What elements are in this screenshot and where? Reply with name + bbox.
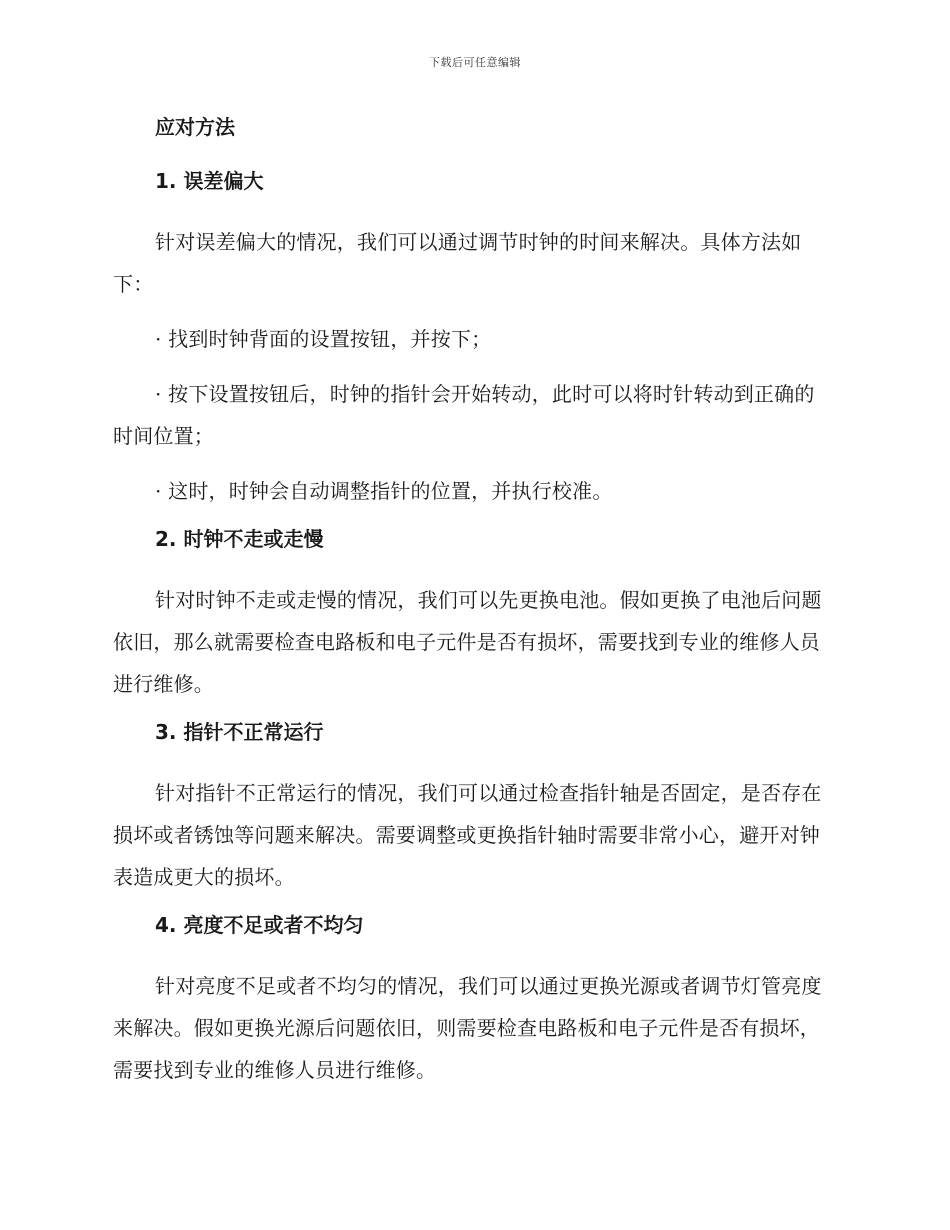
section-1-paragraph: 针对误差偏大的情况，我们可以通过调节时钟的时间来解决。具体方法如下：	[113, 230, 802, 296]
section-1-bullet-2: · 按下设置按钮后，时钟的指针会开始转动，此时可以将时针转动到正确的时间位置；	[113, 382, 815, 448]
section-heading-4: 4. 亮度不足或者不均匀	[155, 913, 364, 937]
section-1-bullet-1: · 找到时钟背面的设置按钮，并按下；	[155, 327, 492, 351]
section-heading-3: 3. 指针不正常运行	[155, 720, 324, 744]
section-3-paragraph: 针对指针不正常运行的情况，我们可以通过检查指针轴是否固定，是否存在损坏或者锈蚀等问题来解决。需要调整或更换指针轴时需要非常小心，避开对钟表造成更大的损坏。	[113, 781, 822, 889]
page-header: 下载后可任意编辑	[429, 56, 521, 69]
section-2-paragraph: 针对时钟不走或走慢的情况，我们可以先更换电池。假如更换了电池后问题依旧，那么就需要检查电路板和电子元件是否有损坏，需要找到专业的维修人员进行维修。	[113, 588, 822, 696]
section-4-paragraph: 针对亮度不足或者不均匀的情况，我们可以通过更换光源或者调节灯管亮度来解决。假如更换光源后问题依旧，则需要检查电路板和电子元件是否有损坏，需要找到专业的维修人员进行维修。	[113, 974, 822, 1082]
section-heading-2: 2. 时钟不走或走慢	[155, 527, 324, 551]
document-title: 应对方法	[155, 115, 235, 139]
document-body	[113, 113, 833, 1104]
section-1-bullet-3: · 这时，时钟会自动调整指针的位置，并执行校准。	[155, 479, 613, 503]
section-heading-1: 1. 误差偏大	[155, 169, 264, 193]
